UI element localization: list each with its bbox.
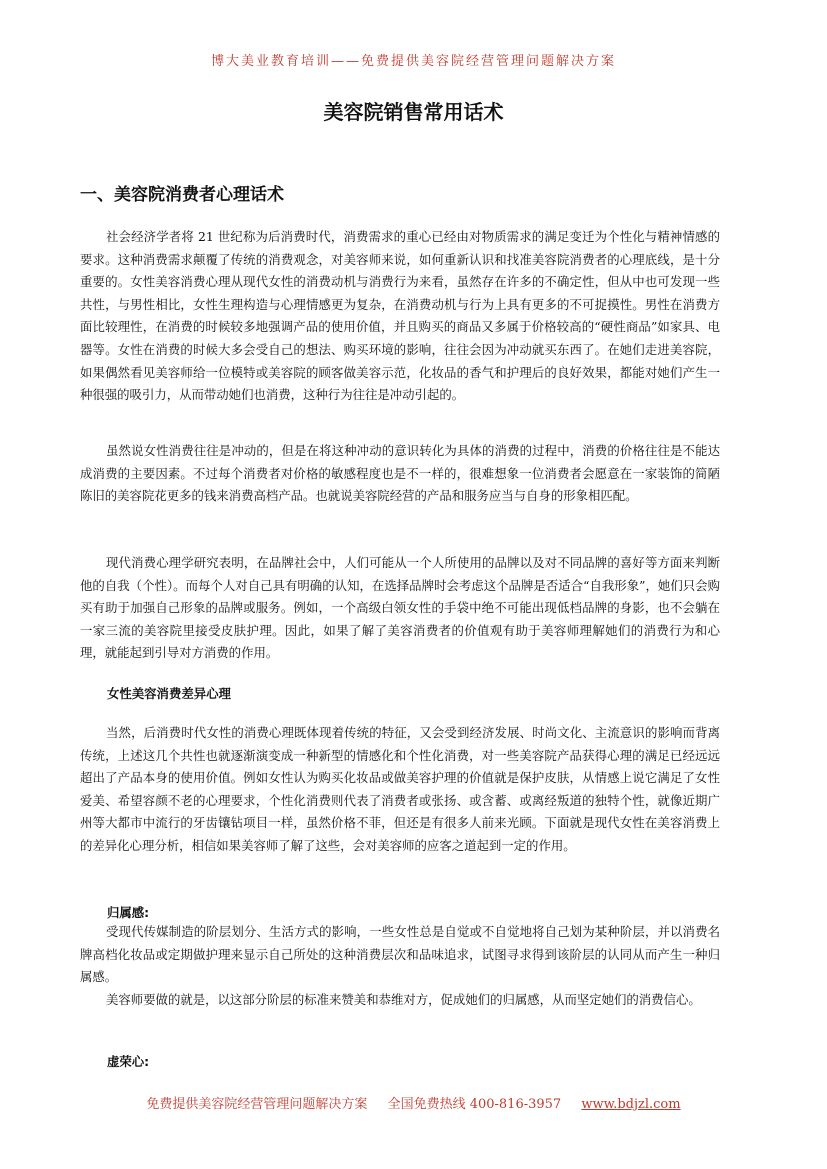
footer-website-link[interactable]: www.bdjzl.com (581, 1097, 681, 1112)
section-title: 一、美容院消费者心理话术 (80, 185, 284, 205)
footer-hotline: 全国免费热线 400-816-3957 (387, 1097, 562, 1112)
subsection-heading: 女性美容消费差异心理 (107, 686, 231, 701)
paragraph-1: 社会经济学者将 21 世纪称为后消费时代，消费需求的重心已经由对物质需求的满足变迁为个性化与精神情感的要求。这种消费需求颠覆了传统的消费观念，对美容师来说，如何重新认识和找准美容院消费者的心理底线，是十分重要的。女性美容消费心理从现代女性的消费动机与消费行为来看，虽然存在许多的不确定性，但从中也可发现一些共性，与男性相比，女性生理构造与心理情感更为复杂，在消费动机与行为上具有更多的不可捉摸性。男性在消费方面比较理性，在消费的时候较多地强调产品的使用价值，并且购买的商品又多属于价格较高的“硬性商品”如家具、电器等。女性在消费的时候大多会受自己的想法、购买环境的影响，往往会因为冲动就买东西了。在她们走进美容院，如果偶然看见美容师给一位模特或美容院的顾客做美容示范，化妆品的香气和护理后的良好效果，都能对她们产生一种很强的吸引力，从而带动她们也消费，这种行为往往是冲动引起的。 (80, 229, 720, 403)
document-title: 美容院销售常用话术 (323, 100, 504, 124)
paragraph-3: 现代消费心理学研究表明，在品牌社会中，人们可能从一个人所使用的品牌以及对不同品牌的喜好等方面来判断他的自我（个性）。而每个人对自己具有明确的认知，在选择品牌时会考虑这个品牌是否适合“自我形象”，她们只会购买有助于加强自己形象的品牌或服务。例如，一个高级白领女性的手袋中绝不可能出现低档品牌的身影，也不会躺在一家三流的美容院里接受皮肤护理。因此，如果了解了美容消费者的价值观有助于美容师理解她们的消费行为和心理，就能起到引导对方消费的作用。 (80, 555, 720, 661)
belonging-heading: 归属感: (107, 905, 150, 920)
footer-service-text: 免费提供美容院经营管理问题解决方案 (146, 1097, 368, 1112)
page-header-banner: 博大美业教育培训——免费提供美容院经营管理问题解决方案 (210, 54, 616, 69)
page-footer (0, 1093, 827, 1112)
paragraph-2: 虽然说女性消费往往是冲动的，但是在将这种冲动的意识转化为具体的消费的过程中，消费的价格往往是不能达成消费的主要因素。不过每个消费者对价格的敏感程度也是不一样的，很难想象一位消费者会愿意在一家装饰的简陋陈旧的美容院花更多的钱来消费高档产品。也就说美容院经营的产品和服务应当与自身的形象相匹配。 (80, 443, 720, 504)
vanity-heading: 虚荣心: (107, 1054, 150, 1069)
subsection-paragraph: 当然，后消费时代女性的消费心理既体现着传统的特征，又会受到经济发展、时尚文化、主流意识的影响而背离传统，上述这几个共性也就逐渐演变成一种新型的情感化和个性化消费，对一些美容院产品获得心理的满足已经远远超出了产品本身的使用价值。例如女性认为购买化妆品或做美容护理的价值就是保护皮肤，从情感上说它满足了女性爱美、希望容颜不老的心理要求，个性化消费则代表了消费者或张扬、或含蓄、或离经叛道的独特个性，就像近期广州等大都市中流行的牙齿镶钻项目一样，虽然价格不菲，但还是有很多人前来光顾。下面就是现代女性在美容消费上的差异化心理分析，相信如果美容师了解了这些，会对美容师的应客之道起到一定的作用。 (80, 725, 720, 853)
belonging-paragraph-1: 受现代传媒制造的阶层划分、生活方式的影响，一些女性总是自觉或不自觉地将自己划为某种阶层，并以消费名牌高档化妆品或定期做护理来显示自己所处的这种消费层次和品味追求，试图寻求得到该阶层的认同从而产生一种归属感。 (80, 924, 720, 985)
belonging-paragraph-2: 美容师要做的就是，以这部分阶层的标准来赞美和恭维对方，促成她们的归属感，从而坚定她们的消费信心。 (106, 992, 701, 1007)
